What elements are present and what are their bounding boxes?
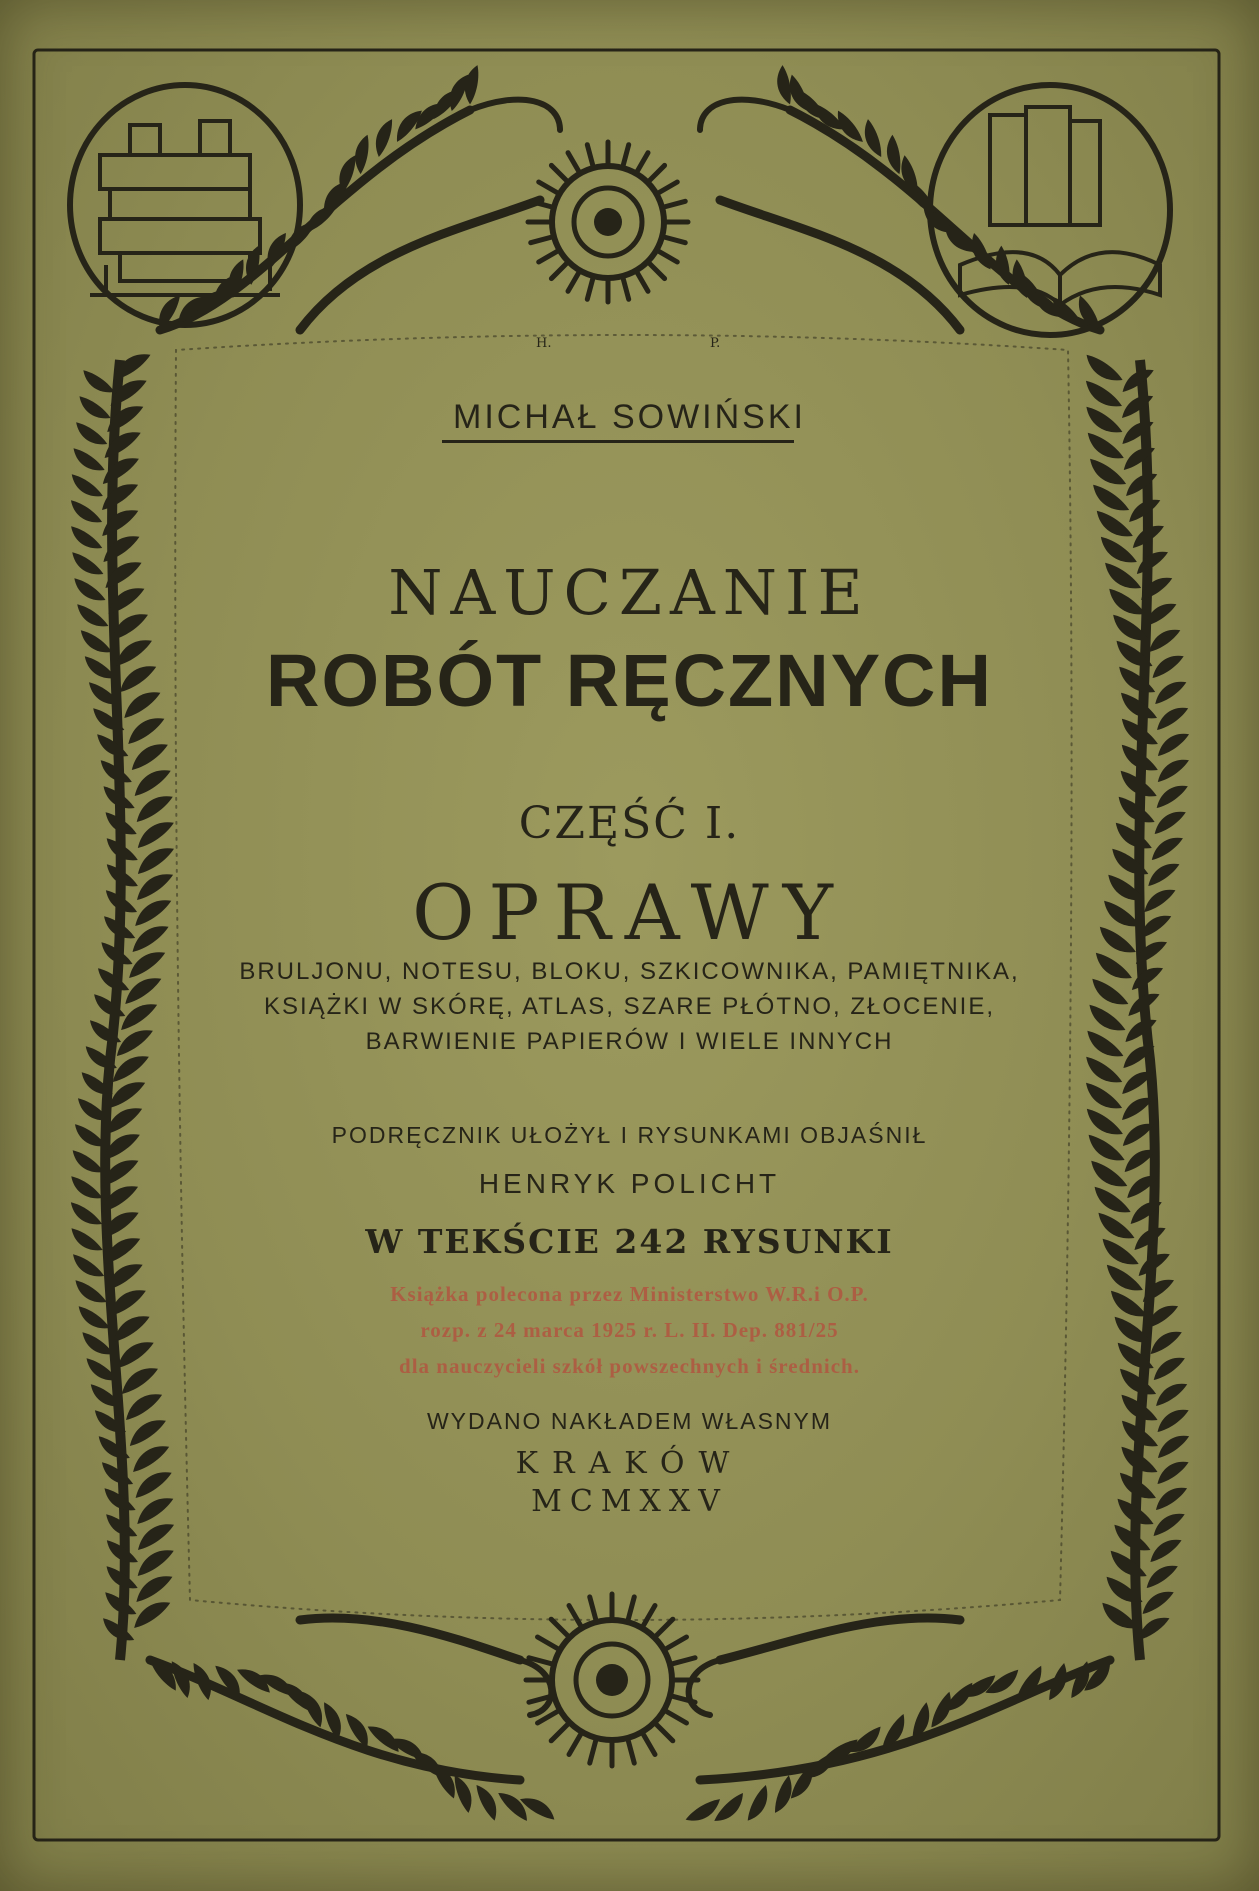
- top-sunburst-ornament: [528, 142, 688, 302]
- sunburst-ray: [649, 263, 665, 279]
- sunburst-ray: [539, 182, 558, 193]
- sunburst-ray: [569, 1734, 581, 1755]
- leaf-ornament: [684, 1796, 725, 1827]
- leaf-ornament: [473, 1781, 502, 1822]
- sunburst-ray: [637, 272, 648, 291]
- leaf-ornament: [1085, 456, 1129, 492]
- leaf-ornament: [67, 471, 105, 502]
- sunburst-ray: [551, 165, 567, 181]
- bottom-sunburst-ornament: [526, 1594, 698, 1766]
- leaf-ornament: [69, 445, 107, 476]
- sunburst-ray: [628, 1740, 634, 1763]
- sunburst-ray: [643, 1606, 655, 1627]
- sunburst-ray: [569, 1606, 581, 1627]
- sunburst-ray: [658, 251, 677, 262]
- leaf-ornament: [1153, 753, 1191, 784]
- leaf-ornament: [1151, 1377, 1189, 1408]
- leaf-ornament: [1081, 1080, 1125, 1116]
- sunburst-ray: [628, 1597, 634, 1620]
- title-line-2: ROBÓT RĘCZNYCH: [266, 639, 993, 722]
- leaf-ornament: [712, 1790, 749, 1827]
- credit-line: PODRĘCZNIK UŁOŻYŁ I RYSUNKAMI OBJAŚNIŁ: [331, 1122, 928, 1148]
- leaf-ornament: [745, 1783, 774, 1824]
- publisher-line: WYDANO NAKŁADEM WŁASNYM: [426, 1408, 833, 1434]
- publication-city: KRAKÓW: [515, 1446, 744, 1481]
- author-name: MICHAŁ SOWIŃSKI: [453, 398, 806, 436]
- approval-stamp-line-2: rozp. z 24 marca 1925 r. L. II. Dep. 881/25: [420, 1318, 839, 1342]
- leaf-ornament: [92, 731, 130, 762]
- sunburst-ray: [664, 237, 685, 243]
- sunburst-ray: [568, 272, 579, 291]
- leaf-ornament: [131, 1569, 175, 1605]
- sunburst-ray: [551, 263, 567, 279]
- sunburst-ray: [664, 201, 685, 207]
- leaf-ornament: [1146, 1533, 1184, 1564]
- publication-year: MCMXXV: [531, 1484, 728, 1519]
- sunburst-ray: [531, 237, 552, 243]
- subtitle: OPRAWY: [412, 868, 847, 957]
- leaf-ornament: [97, 477, 141, 513]
- sunburst-ray: [656, 1619, 673, 1636]
- leaf-ornament: [371, 116, 396, 158]
- sunburst-ray: [643, 1734, 655, 1755]
- leaf-ornament: [1121, 467, 1159, 498]
- frame-initial-p: P.: [710, 336, 721, 351]
- sunburst-ray: [587, 278, 593, 299]
- sunburst-ray: [637, 153, 648, 172]
- leaf-ornament: [352, 133, 371, 175]
- sunburst-ray: [568, 153, 579, 172]
- sunburst-ray: [538, 1637, 559, 1649]
- sunburst-ray: [672, 1658, 695, 1664]
- leaf-ornament: [66, 497, 104, 528]
- illustrator-name: HENRYK POLICHT: [478, 1168, 781, 1199]
- leaf-ornament: [1142, 1559, 1180, 1590]
- sunburst-ray: [656, 1724, 673, 1741]
- sunburst-ray: [649, 165, 665, 181]
- sunburst-ray: [587, 145, 593, 166]
- figures-count: W TEKŚCIE 242 RYSUNKI: [365, 1222, 894, 1261]
- sunburst-ray: [666, 1711, 687, 1723]
- description-line-2: KSIĄŻKI W SKÓRĘ, ATLAS, SZARE PŁÓTNO, ZŁOCENIE,: [263, 993, 996, 1020]
- sunburst-ray: [623, 278, 629, 299]
- leaf-ornament: [1091, 508, 1135, 544]
- stacked-books-illustration: [70, 85, 300, 325]
- part-number: CZĘŚĆ I.: [518, 798, 741, 849]
- leaf-ornament: [1153, 727, 1191, 758]
- description-line-3: BARWIENIE PAPIERÓW I WIELE INNYCH: [365, 1028, 894, 1055]
- sunburst-ray: [666, 1637, 687, 1649]
- leaf-ornament: [1088, 482, 1132, 518]
- author-underline: [442, 440, 794, 443]
- approval-stamp-line-1: Książka polecona przez Ministerstwo W.R.i O.P.: [390, 1282, 869, 1306]
- leaf-ornament: [1138, 1585, 1176, 1616]
- leaf-ornament: [966, 232, 994, 274]
- sunburst-ray: [551, 1619, 568, 1636]
- description-line-1: BRULJONU, NOTESU, BLOKU, SZKICOWNIKA, PAMIĘTNIKA,: [239, 958, 1020, 985]
- sunburst-ray: [590, 1597, 596, 1620]
- sunburst-ray: [590, 1740, 596, 1763]
- sunburst-ray: [551, 1724, 568, 1741]
- sunburst-ray: [539, 251, 558, 262]
- open-book-illustration: [930, 85, 1170, 335]
- sunburst-ray: [623, 145, 629, 166]
- frame-initial-h: H.: [536, 336, 552, 351]
- title-line-1: NAUCZANIE: [388, 556, 871, 629]
- approval-stamp-line-3: dla nauczycieli szkół powszechnych i średnich.: [399, 1354, 860, 1378]
- sunburst-ray: [658, 182, 677, 193]
- leaf-ornament: [79, 367, 117, 398]
- leaf-ornament: [66, 523, 104, 554]
